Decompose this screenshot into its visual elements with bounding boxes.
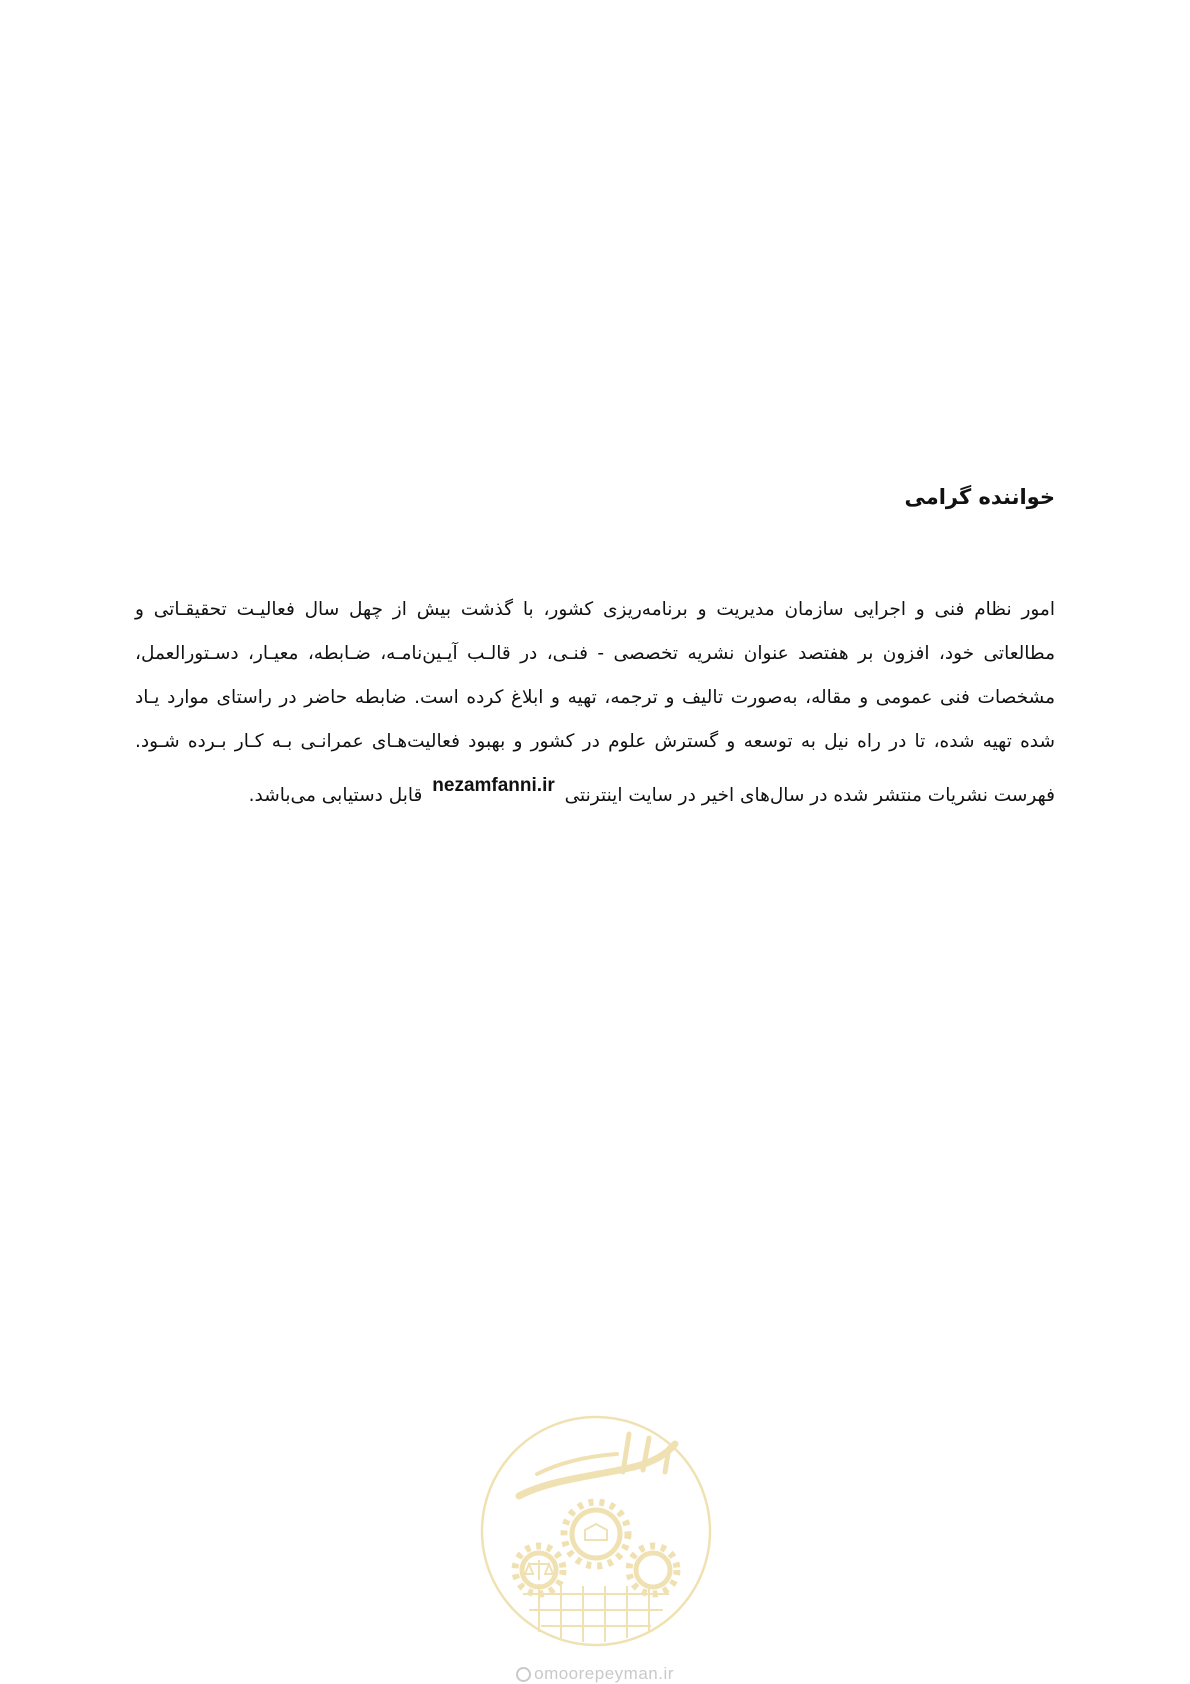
page-heading: خواننده گرامی [904,485,1055,509]
paragraph-text-before: امور نظام فنی و اجرایی سازمان مدیریت و برنامه‌ریزی کشور، با گذشت بیش از چهل سال فعالیـت تحقیقـاتی و مطالعاتی خود، افزون بر هفتصد عنوان نشریه تخصصی - فنـی، در قالـب آیـین‌نامـه، ضـابطه، معیـار، دسـتورالعمل، مشخصات فنی عمومی و مقاله، به‌صورت تالیف و ترجمه، تهیه و ابلاغ کرده است. ضابطه حاضر در راستای موارد یـاد شده تهیه شده، تا در راه نیل به توسعه و گسترش علوم در کشور و بهبود فعالیت‌هـای عمرانـی بـه کـار بـرده شـود. فهرست نشریات منتشر شده در سال‌های اخیر در سایت اینترنتی [135,599,1055,806]
website-link[interactable]: nezamfanni.ir [432,775,555,796]
globe-icon [516,1667,531,1682]
watermark-site-footer [0,1664,1190,1684]
paragraph-text-after: قابل دستیابی می‌باشد. [248,785,423,806]
watermark-seal-logo [479,1414,713,1648]
intro-paragraph [135,588,1055,818]
seal-text: امورپیمان [604,1470,610,1471]
watermark-site-text: omoorepeyman.ir [534,1664,674,1683]
